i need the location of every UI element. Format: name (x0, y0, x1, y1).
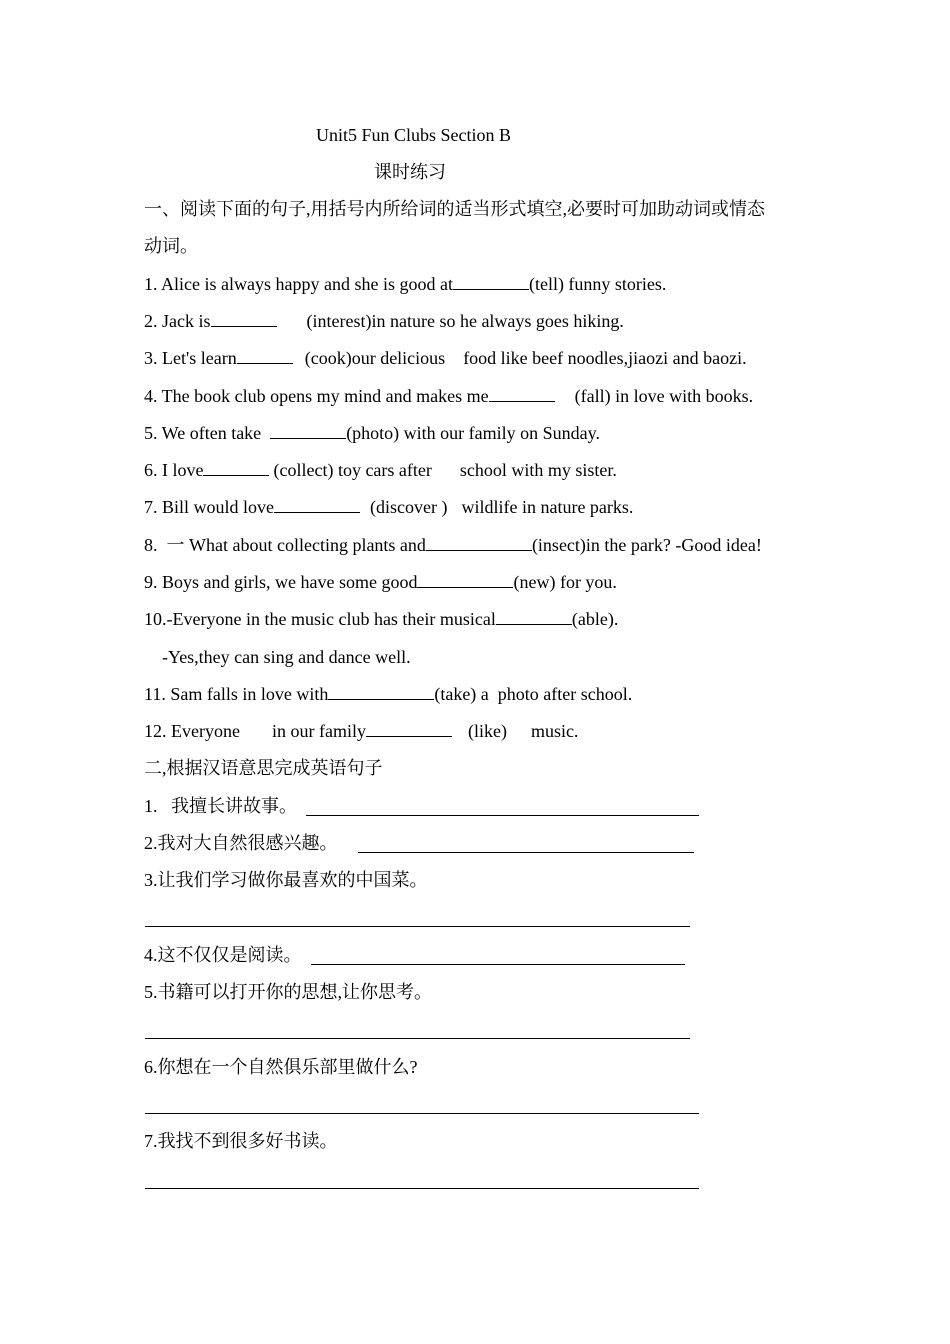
answer-line[interactable] (306, 815, 699, 816)
exercise-12: 12. Everyone in our family (like) music. (144, 721, 579, 741)
answer-line[interactable] (358, 852, 694, 853)
exercise-5: 5. We often take (photo) with our family on Sunday. (144, 423, 600, 443)
translation-2: 2.我对大自然很感兴趣。 (144, 833, 338, 853)
exercise-7: 7. Bill would love (discover ) wildlife in nature parks. (144, 497, 634, 517)
exercise-11: 11. Sam falls in love with (take) a photo after school. (144, 684, 633, 704)
exercise-8: 8. 一 What about collecting plants and (insect)in the park? -Good idea! (144, 535, 762, 555)
answer-blank[interactable] (203, 459, 269, 476)
answer-blank[interactable] (426, 534, 532, 551)
page-title: Unit5 Fun Clubs Section B (316, 125, 512, 145)
exercise-2: 2. Jack is (interest)in nature so he always goes hiking. (144, 311, 624, 331)
exercise-10: 10.-Everyone in the music club has their musical (able). (144, 609, 619, 629)
answer-line[interactable] (145, 1038, 690, 1039)
exercise-10-reply: -Yes,they can sing and dance well. (162, 647, 411, 667)
answer-line[interactable] (311, 964, 685, 965)
exercise-6: 6. I love (collect) toy cars after school with my sister. (144, 460, 617, 480)
translation-4: 4.这不仅仅是阅读。 (144, 945, 302, 965)
page-subtitle: 课时练习 (374, 162, 446, 182)
answer-blank[interactable] (417, 571, 513, 588)
answer-blank[interactable] (274, 496, 360, 513)
answer-blank[interactable] (211, 310, 277, 327)
exercise-3: 3. Let's learn (cook)our delicious food like beef noodles,jiaozi and baozi. (144, 348, 747, 368)
answer-blank[interactable] (496, 608, 572, 625)
translation-7: 7.我找不到很多好书读。 (144, 1131, 338, 1151)
section1-instruction-cont: 动词。 (144, 236, 198, 256)
translation-3: 3.让我们学习做你最喜欢的中国菜。 (144, 870, 428, 890)
translation-5: 5.书籍可以打开你的思想,让你思考。 (144, 982, 432, 1002)
translation-1: 1. 我擅长讲故事。 (144, 796, 297, 816)
answer-blank[interactable] (270, 422, 346, 439)
answer-line[interactable] (145, 1188, 699, 1189)
section2-instruction: 二,根据汉语意思完成英语句子 (144, 758, 383, 778)
translation-6: 6.你想在一个自然俱乐部里做什么? (144, 1057, 418, 1077)
answer-line[interactable] (145, 926, 690, 927)
answer-blank[interactable] (489, 385, 555, 402)
exercise-9: 9. Boys and girls, we have some good (new) for you. (144, 572, 617, 592)
answer-blank[interactable] (366, 720, 452, 737)
section1-instruction: 一、阅读下面的句子,用括号内所给词的适当形式填空,必要时可加助动词或情态 (144, 199, 765, 219)
exercise-1: 1. Alice is always happy and she is good at (tell) funny stories. (144, 274, 667, 294)
answer-line[interactable] (145, 1113, 699, 1114)
answer-blank[interactable] (453, 273, 529, 290)
answer-blank[interactable] (237, 347, 293, 364)
answer-blank[interactable] (328, 683, 434, 700)
exercise-4: 4. The book club opens my mind and makes me (fall) in love with books. (144, 386, 754, 406)
